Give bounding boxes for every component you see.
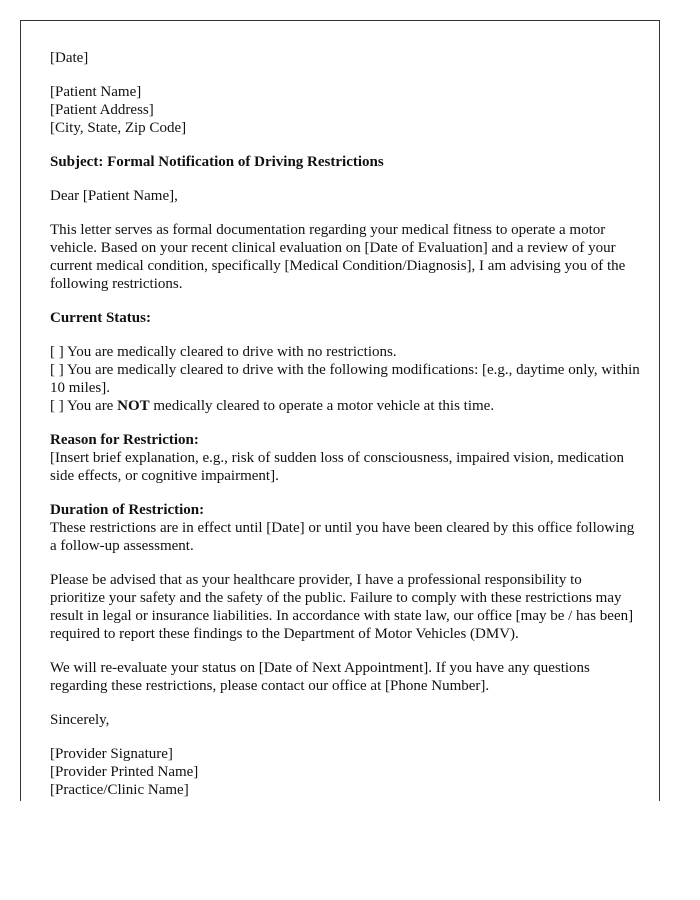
signature-block [50,745,640,799]
status-option-emphasis: NOT [117,398,150,414]
status-option-text: You are medically cleared to drive with no restrictions. [66,344,397,360]
reason-heading: Reason for Restriction: [50,432,199,448]
salutation: Dear [Patient Name], [50,188,178,204]
reason-text: [Insert brief explanation, e.g., risk of sudden loss of consciousness, impaired vision, medication side effects, or cognitive impairment]. [50,450,625,484]
status-option-text-before: You are [66,398,114,414]
provider-signature: [Provider Signature] [50,746,173,762]
duration-text: These restrictions are in effect until [Date] or until you have been cleared by this office following a follow-up assessment. [50,520,635,554]
status-option-text-after: medically cleared to operate a motor vehicle at this time. [153,398,495,414]
provider-printed-name: [Provider Printed Name] [50,764,199,780]
status-option-not-cleared [50,397,640,415]
letter-content [50,49,640,801]
checkbox-placeholder: [ ] [50,398,64,414]
reason-section [50,431,640,485]
recipient-block [50,83,640,137]
status-option-text: You are medically cleared to drive with the following modifications: [e.g., daytime only, within 10 miles]. [50,362,640,396]
followup-paragraph: We will re-evaluate your status on [Date of Next Appointment]. If you have any questions regarding these restrictions, please contact our office at [Phone Number]. [50,660,590,694]
letter-subject: Subject: Formal Notification of Driving Restrictions [50,154,384,170]
letter-date: [Date] [50,50,89,66]
duration-heading: Duration of Restriction: [50,502,205,518]
status-option-no-restrictions [50,343,640,361]
intro-paragraph: This letter serves as formal documentation regarding your medical fitness to operate a motor vehicle. Based on your recent clinical evaluation on [Date of Evaluation] and a review of your current medical condition, specifically [Medical Condition/Diagnosis], I am advising you of the following restrictions. [50,222,626,292]
advisory-paragraph: Please be advised that as your healthcare provider, I have a professional responsibility to prioritize your safety and the safety of the public. Failure to comply with these restrictions may result in legal or insurance liabilities. In accordance with state law, our office [may be / has been] required to report these findings to the Department of Motor Vehicles (DMV). [50,572,634,642]
letter-page [20,20,660,801]
duration-section [50,501,640,555]
checkbox-placeholder: [ ] [50,362,64,378]
checkbox-placeholder: [ ] [50,344,64,360]
closing: Sincerely, [50,712,110,728]
recipient-city-state-zip: [City, State, Zip Code] [50,120,187,136]
current-status-options [50,343,640,415]
recipient-address: [Patient Address] [50,102,154,118]
practice-name: [Practice/Clinic Name] [50,782,189,798]
current-status-heading: Current Status: [50,310,151,326]
recipient-name: [Patient Name] [50,84,142,100]
status-option-modifications [50,361,640,397]
